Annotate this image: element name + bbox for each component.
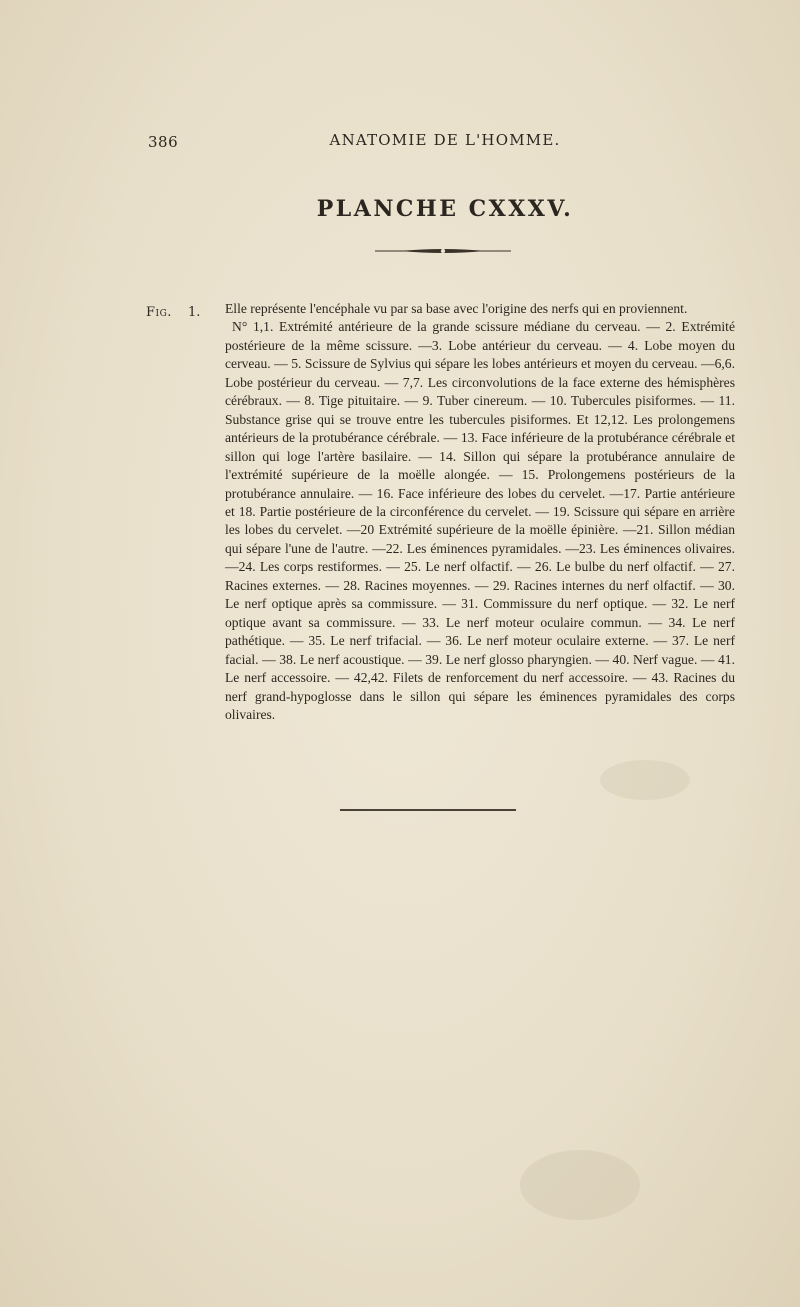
paper-stain	[600, 760, 690, 800]
title-ornament	[373, 247, 513, 255]
plate-title: PLANCHE CXXXV.	[316, 196, 574, 222]
figure-label: Fig.	[146, 305, 172, 320]
page-number: 386	[148, 133, 179, 151]
paper-stain	[520, 1150, 640, 1220]
running-title: ANATOMIE DE L'HOMME.	[329, 131, 561, 149]
figure-caption	[225, 300, 735, 724]
figure-legend: N° 1,1. Extrémité antérieure de la grande scissure médiane du cerveau. — 2. Extrémité postérieure de la même scissure. —3. Lobe antérieur du cerveau. — 4. Lobe moyen du cerveau. — 5. Scissure de Sylvius qui sépare les lobes antérieurs et moyen du cerveau. —6,6. Lobe postérieur du cerveau. — 7,7. Les circonvolutions de la face externe des hémisphères cérébraux. — 8. Tige pituitaire. — 9. Tuber cinereum. — 10. Tubercules pisiformes. — 11. Substance grise qui se trouve entre les tubercules pisiformes. Et 12,12. Les prolongemens antérieurs de la protubérance cérébrale. — 13. Face inférieure de la protubérance cérébrale et sillon qui loge l'artère basilaire. — 14. Sillon qui sépare la protubérance annulaire de l'extrémité supérieure de la moëlle alongée. — 15. Prolongemens postérieurs de la protubérance annulaire. — 16. Face inférieure des lobes du cervelet. —17. Partie antérieure et 18. Partie postérieure de la circonférence du cervelet. — 19. Scissure qui sépare en arrière les lobes du cervelet. —20 Extrémité supérieure de la moëlle épinière. —21. Sillon médian qui sépare l'une de l'autre. —22. Les éminences pyramidales. —23. Les éminences olivaires. —24. Les corps restiformes. — 25. Le nerf olfactif. — 26. Le bulbe du nerf olfactif. — 27. Racines externes. — 28. Racines moyennes. — 29. Racines internes du nerf olfactif. — 30. Le nerf optique après sa commissure. — 31. Commissure du nerf optique. — 32. Le nerf optique avant sa commissure. — 33. Le nerf moteur oculaire commun. — 34. Le nerf pathétique. — 35. Le nerf trifacial. — 36. Le nerf moteur oculaire externe. — 37. Le nerf facial. — 38. Le nerf acoustique. — 39. Le nerf glosso pharyngien. — 40. Nerf vague. — 41. Le nerf accessoire. — 42,42. Filets de renforcement du nerf accessoire. — 43. Racines du nerf grand-hypoglosse dans le sillon qui sépare les éminences pyramidales des corps olivaires.	[225, 319, 735, 722]
figure-intro: Elle représente l'encéphale vu par sa base avec l'origine des nerfs qui en proviennent.	[225, 301, 688, 316]
figure-number: 1.	[188, 305, 201, 320]
closing-rule	[340, 809, 516, 811]
